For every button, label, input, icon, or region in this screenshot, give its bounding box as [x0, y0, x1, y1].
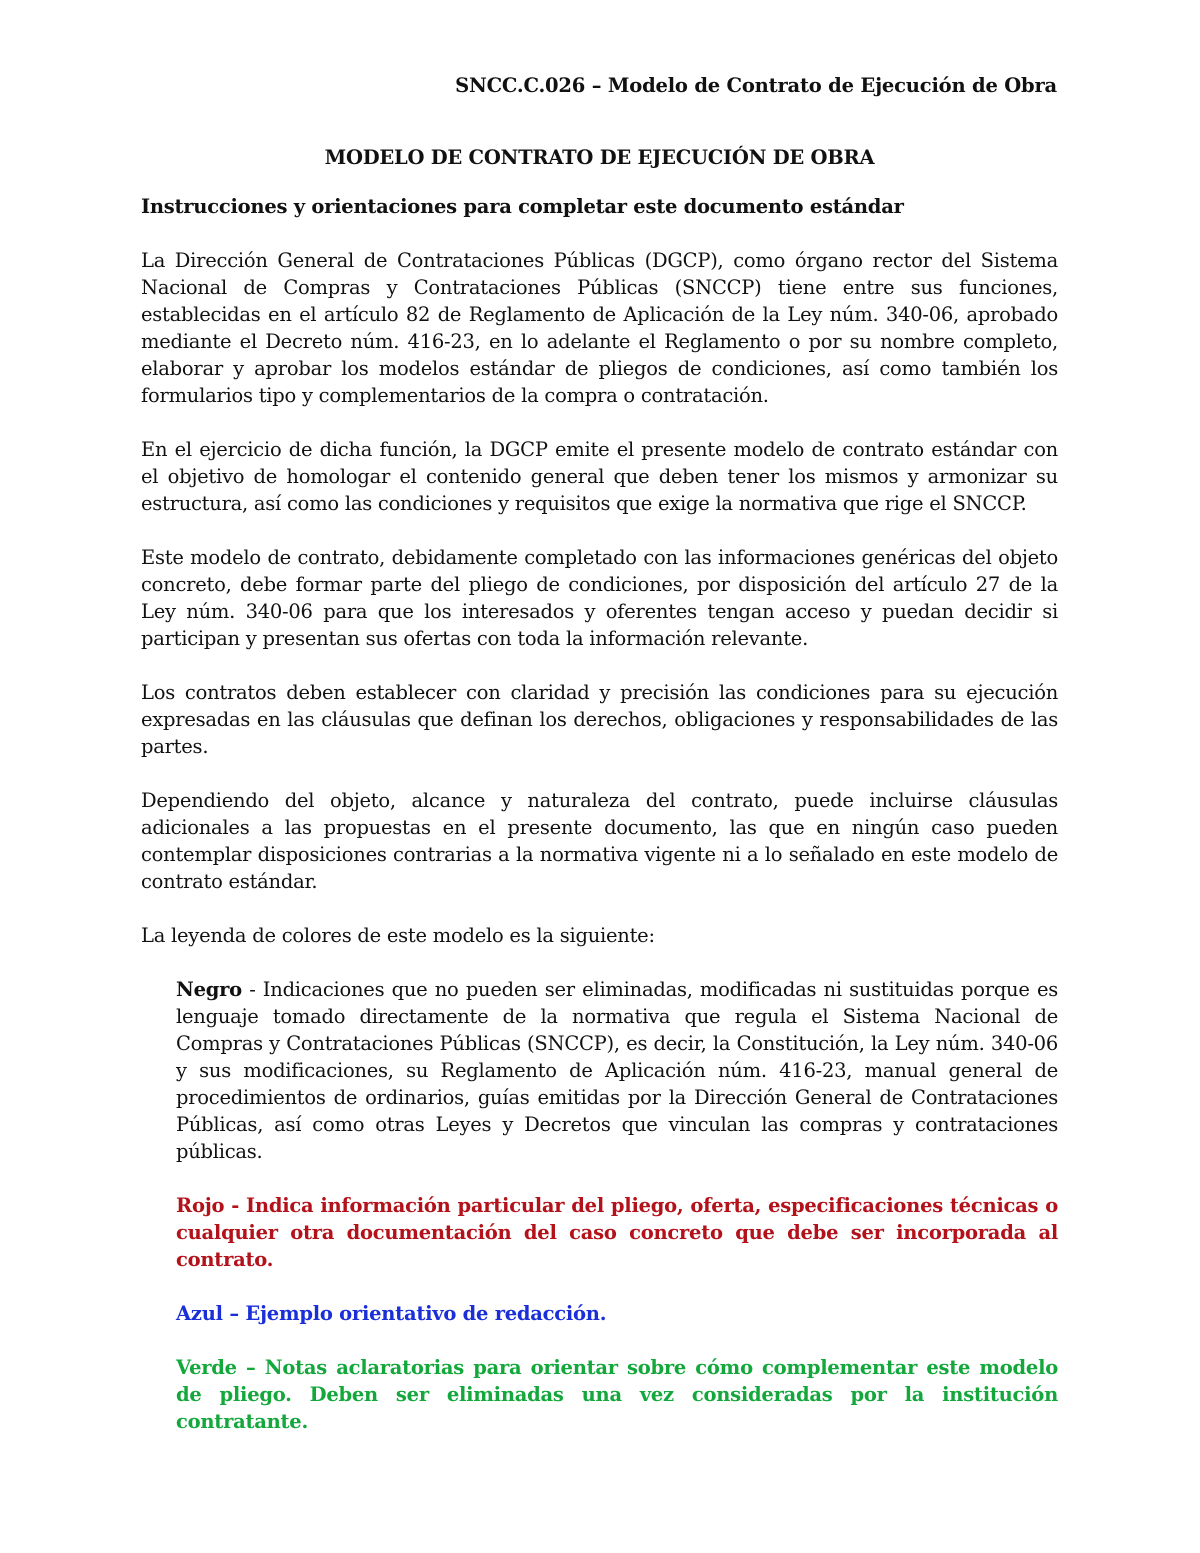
legend-black-label: Negro: [176, 978, 242, 1001]
document-header: SNCC.C.026 – Modelo de Contrato de Ejecución de Obra: [455, 74, 1057, 97]
paragraph-dgcp-role: La Dirección General de Contrataciones Públicas (DGCP), como órgano rector del Sistema Nacional de Compras y Contrataciones Públicas (SNCCP) tiene entre sus funciones, establecidas en el artículo 82 de Reglamento de Aplicación de la Ley núm. 340-06, aprobado mediante el Decreto núm. 416-23, en lo adelante el Reglamento o por su nombre completo, elaborar y aprobar los modelos estándar de pliegos de condiciones, así como también los formularios tipo y complementarios de la compra o contratación.: [141, 249, 1058, 407]
legend-red: Rojo - Indica información particular del pliego, oferta, especificaciones técnicas o cualquier otra documentación del caso concreto que debe ser incorporada al contrato.: [176, 1194, 1058, 1271]
legend-green: Verde – Notas aclaratorias para orientar sobre cómo complementar este modelo de pliego. Deben ser eliminadas una vez consideradas por la institución contratante.: [176, 1356, 1058, 1433]
paragraph-function: En el ejercicio de dicha función, la DGCP emite el presente modelo de contrato estándar con el objetivo de homologar el contenido general que deben tener los mismos y armonizar su estructura, así como las condiciones y requisitos que exige la normativa que rige el SNCCP.: [141, 438, 1058, 515]
legend-black: [176, 976, 1058, 1165]
paragraph-model-usage: Este modelo de contrato, debidamente completado con las informaciones genéricas del objeto concreto, debe formar parte del pliego de condiciones, por disposición del artículo 27 de la Ley núm. 340-06 para que los interesados y oferentes tengan acceso y puedan decidir si participan y presentan sus ofertas con toda la información relevante.: [141, 546, 1058, 650]
instructions-heading: Instrucciones y orientaciones para completar este documento estándar: [141, 195, 904, 218]
paragraph-contract-clarity: Los contratos deben establecer con claridad y precisión las condiciones para su ejecución expresadas en las cláusulas que definan los derechos, obligaciones y responsabilidades de las partes.: [141, 681, 1058, 758]
paragraph-legend-intro: La leyenda de colores de este modelo es la siguiente:: [141, 924, 655, 947]
document-body: [141, 144, 1058, 1462]
paragraph-additional-clauses: Dependiendo del objeto, alcance y naturaleza del contrato, puede incluirse cláusulas adicionales a las propuestas en el presente documento, las que en ningún caso pueden contemplar disposiciones contrarias a la normativa vigente ni a lo señalado en este modelo de contrato estándar.: [141, 789, 1058, 893]
legend-blue: Azul – Ejemplo orientativo de redacción.: [176, 1302, 607, 1325]
document-title: MODELO DE CONTRATO DE EJECUCIÓN DE OBRA: [324, 146, 875, 169]
legend-black-text: - Indicaciones que no pueden ser eliminadas, modificadas ni sustituidas porque es lenguaje tomado directamente de la normativa que regula el Sistema Nacional de Compras y Contrataciones Públicas (SNCCP), es decir, la Constitución, la Ley núm. 340-06 y sus modificaciones, su Reglamento de Aplicación núm. 416-23, manual general de procedimientos de ordinarios, guías emitidas por la Dirección General de Contrataciones Públicas, así como otras Leyes y Decretos que vinculan las compras y contrataciones públicas.: [176, 978, 1058, 1163]
